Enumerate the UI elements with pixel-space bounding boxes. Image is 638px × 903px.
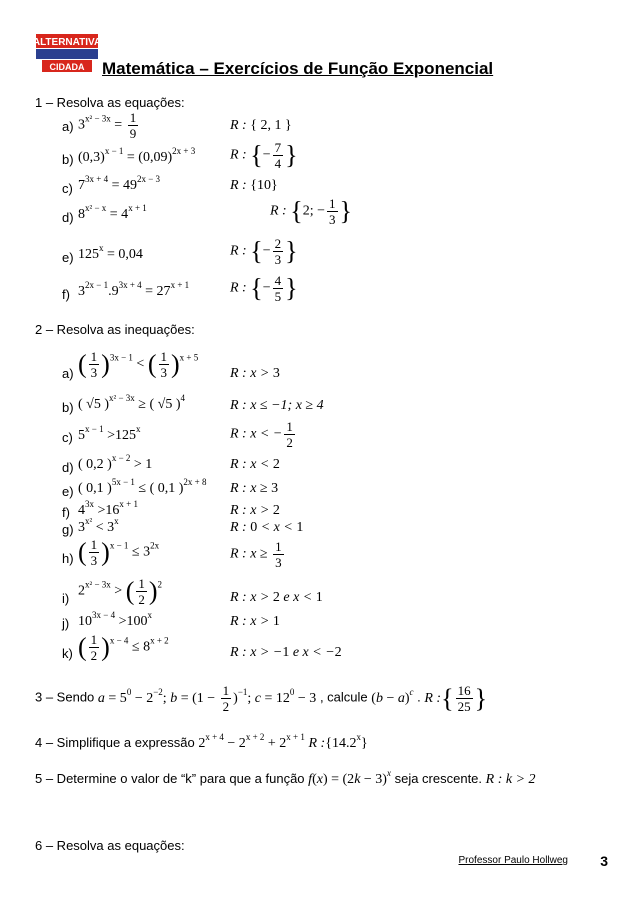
s1-equation-c: $7^{3x + 4} = 49^{2x - 3}$ — [78, 174, 161, 193]
s5-text-1: 5 – Determine o valor de “k” para que a função — [35, 771, 305, 786]
s3-answer: R :{ $\frac{16}{25}$ } — [424, 683, 488, 714]
s2-label-j: j) — [62, 616, 70, 631]
s2-label-a: a) — [62, 366, 74, 381]
s2-label-h: h) — [62, 551, 74, 566]
s1-answer-f: R : {− $\frac{4}{5}$ } — [230, 273, 298, 304]
logo-text-1: ALTERNATIVA — [34, 37, 100, 48]
s2-answer-i: R : x > 2 e x < 1 — [230, 590, 323, 605]
s1-label-e: e) — [62, 250, 74, 265]
section-5-text — [35, 768, 536, 788]
s5-answer: R : k > 2 — [485, 772, 536, 787]
s5-function: $f(x) = (2k - 3)^x$ — [308, 768, 391, 787]
s2-answer-c: R : x < − $\frac{1}{2}$ — [230, 419, 293, 450]
s1-equation-f: $3^{2x - 1}.9^{3x + 4} = 27^{x + 1}$ — [78, 280, 190, 299]
s1-label-d: d) — [62, 210, 74, 225]
s2-inequation-g: $3^{x^2} < 3^x$ — [78, 516, 119, 535]
s4-text: 4 – Simplifique a expressão — [35, 735, 195, 750]
s3-answer-num: 16 — [457, 683, 471, 698]
s4-expression: $2^{x + 4} - 2^{x + 2} + 2^{x + 1}$ — [198, 732, 305, 751]
logo-text-2: CIDADA — [49, 62, 85, 72]
s2-label-e: e) — [62, 484, 74, 499]
s2-answer-k: R : x > −1 e x < −2 — [230, 645, 342, 660]
s3-text-2: , calcule — [319, 689, 368, 705]
section-1-heading: 1 – Resolva as equações: — [35, 95, 185, 110]
footer-author: Professor Paulo Hollweg — [458, 855, 568, 866]
s2-label-f: f) — [62, 505, 70, 520]
s2-inequation-h: ( $\frac{1}{3}$ )$^{x - 1} \le 3^{2x}$ — [78, 537, 160, 568]
s1-answer-a: R : { 2, 1 } — [230, 118, 292, 133]
page-title: Matemática – Exercícios de Função Exponencial — [102, 59, 494, 78]
s1-label-f: f) — [62, 287, 70, 302]
logo — [34, 30, 100, 74]
section-6-heading: 6 – Resolva as equações: — [35, 838, 185, 853]
s3-text-1: 3 – Sendo — [35, 689, 95, 705]
s2-label-k: k) — [62, 646, 73, 661]
s1-answer-b: R : {− $\frac{7}{4}$ } — [230, 140, 298, 171]
s3-answer-den: 25 — [457, 699, 471, 714]
section-4-text — [35, 732, 368, 752]
s3-definitions: $a = 5^0 - 2^{-2}$; b = (1 − $\frac{1}{2}$ )$^{-1}$; $c = 12^0 - 3$ — [97, 683, 317, 714]
s3-r-label: R : — [424, 690, 442, 706]
section-2-heading: 2 – Resolva as inequações: — [35, 322, 195, 337]
s2-answer-h: R : x ≥ $\frac{1}{3}$ — [230, 539, 282, 570]
page-number: 3 — [600, 853, 608, 869]
s2-answer-f: R : x > 2 — [230, 503, 280, 518]
s1-answer-c: R : {10} — [230, 178, 278, 193]
s2-answer-j: R : x > 1 — [230, 614, 280, 629]
s2-inequation-k: ( $\frac{1}{2}$ )$^{x - 4} \le 8^{x + 2}$ — [78, 632, 169, 663]
section-3-text: 3 – Sendo $a = 5^0 - 2^{-2}$; b = (1 − $\frac{1}{2}$ )$^{-1}$; $c = 12^0 - 3$ , calcule $(b - a)^c$ . R :{ $\frac{16}{25}$ } — [35, 683, 488, 714]
s2-inequation-j: $10^{3x - 4} >100^x$ — [78, 610, 152, 629]
s1-equation-b: $(0,3)^{x - 1} = (0,09)^{2x + 3}$ — [78, 146, 196, 165]
s1-label-a: a) — [62, 119, 74, 134]
s2-answer-b: R : x ≤ −1; x ≥ 4 — [230, 398, 324, 413]
s1-equation-e: $125^x = 0,04$ — [78, 243, 143, 262]
s2-inequation-b: ( √5 )$^{x^2 - 3x}$ ≥ ( √5 )$^4$ — [78, 393, 185, 412]
s2-inequation-d: ( 0,2 )$^{x - 2}$ > 1 — [78, 453, 153, 472]
s2-inequation-i: $2^{x^2 - 3x}$ > ( $\frac{1}{2}$ )$^2$ — [78, 576, 163, 607]
s1-equation-a: $3^{x^2 - 3x}$ = $\frac{1}{9}$ — [78, 110, 137, 141]
s2-answer-d: R : x < 2 — [230, 457, 280, 472]
s1-label-c: c) — [62, 181, 73, 196]
s4-answer: R :{14.2$^x$} — [308, 732, 368, 751]
s1-label-b: b) — [62, 152, 74, 167]
s2-answer-e: R : x ≥ 3 — [230, 481, 279, 496]
s2-label-d: d) — [62, 460, 74, 475]
logo-graphic — [34, 30, 100, 74]
s2-label-g: g) — [62, 522, 74, 537]
s1-answer-e: R : {− $\frac{2}{3}$ } — [230, 236, 298, 267]
s2-inequation-f: $4^{3x} >16^{x + 1}$ — [78, 499, 138, 518]
s3-expression: $(b - a)^c$ — [371, 686, 414, 706]
s2-inequation-e: ( 0,1 )$^{5x - 1}$ ≤ ( 0,1 )$^{2x + 8}$ — [78, 477, 207, 496]
s2-answer-g: R : 0 < x < 1 — [230, 520, 304, 535]
s2-label-c: c) — [62, 430, 73, 445]
s1-equation-d: $8^{x^2 - x} = 4^{x + 1}$ — [78, 203, 147, 222]
s5-text-2: seja crescente. — [394, 771, 483, 786]
s1-answer-d: R : {2; − $\frac{1}{3}$ } — [270, 196, 352, 227]
s2-inequation-c: $5^{x - 1} >125^x$ — [78, 424, 141, 443]
s2-label-i: i) — [62, 591, 70, 606]
s2-label-b: b) — [62, 400, 74, 415]
s2-inequation-a: ( $\frac{1}{3}$ )$^{3x - 1}$ < ( $\frac{1}{3}$ )$^{x + 5}$ — [78, 349, 199, 380]
s2-answer-a: R : x > 3 — [230, 366, 280, 381]
